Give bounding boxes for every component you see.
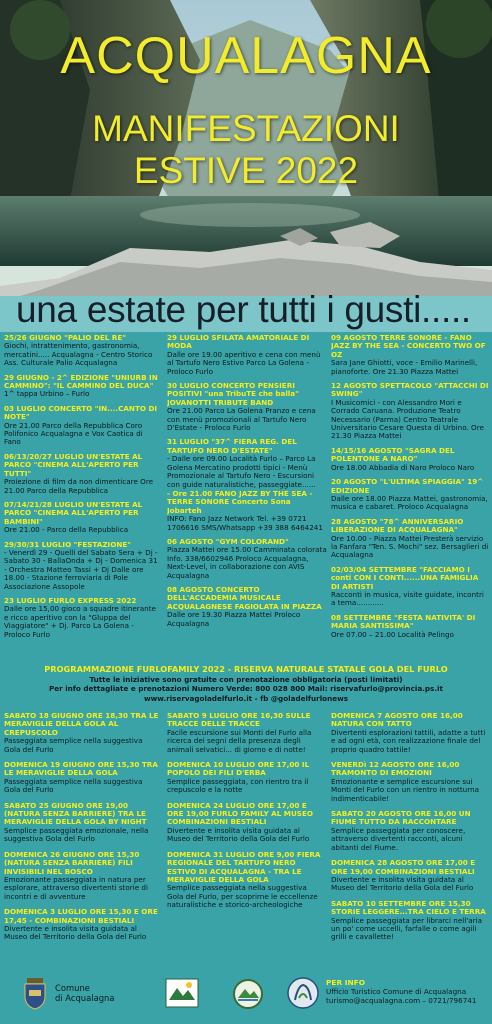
event-item	[331, 447, 489, 472]
event-title: 07/14/21/28 LUGLIO UN'ESTATE AL PARCO "CINEMA ALL'APERTO PER BAMBINI"	[4, 499, 143, 526]
furlo-column-2	[167, 712, 325, 972]
event-title: DOMENICA 7 AGOSTO ORE 16,00 NATURA CON TATTO	[331, 712, 463, 729]
event-text: Ore 10.00 - Piazza Mattei Presterà servizio la Fanfara "Ten. S. Mochi" sez. Bersaglieri di Acqualagna	[331, 533, 489, 560]
event-title: 06 AGOSTO "GYM COLORAND"	[167, 536, 289, 546]
events-section	[0, 334, 492, 656]
event-text: - Dalle ore 09.00 Località Furlo – Parco La Golena Mercatino prodotti tipici - Menù Promozionale al Tartufo Nero - Escursioni con guide naturalistiche, passeggiate......	[167, 454, 316, 489]
event-text: Dalle ore 19.30 Piazza Mattei Proloco Acqualagna	[167, 610, 301, 628]
event-text: Giochi, intrattenimento, gastronomia, mercatini..... Acqualagna - Centro Storico Ass. Culturale Palio Acqualagna	[4, 341, 153, 368]
event-text: Proiezione di film da non dimenticare Ore 21.00 Parco della Repubblica	[4, 477, 154, 495]
event-title: 08 SETTEMBRE "FESTA NATIVITA' DI MARIA SANTISSIMA"	[331, 612, 476, 631]
event-text: Dalle ore 15,00 gioco a squadre itinerante e ricco aperitivo con la "Gluppa del Viaggiatore" + Dj. Parco La Golena - Proloco Furlo	[4, 604, 156, 639]
riserva-furlo-logo-icon	[165, 978, 199, 1012]
event-item	[167, 802, 325, 844]
event-item	[331, 334, 489, 376]
event-title: 31 LUGLIO "37^ FIERA REG. DEL TARTUFO NERO D'ESTATE"	[167, 437, 297, 455]
event-item	[167, 851, 325, 910]
event-title: VENERDì 12 AGOSTO ORE 16,00 TRAMONTO DI EMOZIONI	[331, 760, 460, 778]
event-title: 23 LUGLIO FURLO EXPRESS 2022	[4, 595, 137, 605]
event-title: 30 LUGLIO CONCERTO PENSIERI POSITIVI "una TribuTE che balla" JOVANOTTI TRIBUTE BAND	[167, 381, 299, 407]
event-title: 08 AGOSTO CONCERTO DELL'ACCADEMIA MUSICALE ACQUALAGNESE FAGIOLATA IN PIAZZA	[167, 584, 322, 611]
event-text: Semplice passeggiata nella suggestiva Gola del Furlo, per scoprirne le eccellenze naturalistiche e storico-archeologiche	[167, 883, 318, 910]
event-title: 25/26 GIUGNO "PALIO DEL RE"	[4, 334, 126, 342]
furlo-line-2: Per info dettagliate e prenotazioni Numero Verde: 800 028 800 Mail: riservafurlo@provincia.ps.it	[49, 684, 443, 694]
event-title: SABATO 18 GIUGNO ORE 18,30 TRA LE MERAVIGLIE DELLA GOLA AL CREPUSCOLO	[4, 712, 159, 737]
furlo-column-1	[4, 712, 160, 972]
event-item	[167, 334, 327, 376]
event-item	[4, 405, 158, 447]
event-item	[331, 810, 489, 852]
event-text: Ore 21.00 Parco La Golena Pranzo e cena con menù promozionali al Tartufo Nero D'Estate - Proloco Furlo	[167, 406, 316, 433]
event-item	[167, 382, 327, 432]
park-logo-icon	[232, 978, 264, 1014]
furlo-column-3	[331, 712, 489, 972]
furlo-title: PROGRAMMAZIONE FURLOFAMILY 2022 - RISERVA NATURALE STATALE GOLA DEL FURLO	[44, 664, 448, 674]
event-item	[167, 538, 327, 580]
event-text: Racconti in musica, visite guidate, incontri a tema............	[331, 589, 484, 608]
event-text: Semplice passeggiata per conoscere, attraverso divertenti racconti, alcuni abitanti del Fiume.	[331, 825, 466, 852]
event-text: Divertente e insolita visita guidata al Museo del Territorio della Gola del Furlo	[4, 923, 147, 942]
event-text: Passeggiata semplice nella suggestiva Gola del Furlo	[4, 736, 143, 754]
event-text: INFO: Fano Jazz Network Tel. +39 0721 1706616 SMS/Whatsapp +39 388 6464241	[167, 514, 323, 532]
info-contact: turismo@acqualagna.com – 0721/796741	[326, 996, 477, 1005]
comune-label	[55, 983, 114, 1003]
event-title: - Ore 21.00 FANO JAZZ BY THE SEA - TERRE SONORE Concerto Sona Jobarteh	[167, 488, 313, 515]
event-text: Divertente e insolita visita guidata al Museo del Territorio della Gola del Furlo	[167, 825, 310, 844]
event-item	[167, 438, 327, 488]
event-title: DOMENICA 19 GIUGNO ORE 15,30 TRA LE MERAVIGLIE DELLA GOLA	[4, 760, 158, 778]
event-text: Piazza Mattei ore 15.00 Camminata colorata Info. 338/6602946 Proloco Acqualagna, Next-Level, in collaborazione con AVIS Acqualagna	[167, 545, 327, 580]
event-item	[331, 761, 489, 803]
event-title: 02/03/04 SETTEMBRE "FACCIAMO I conti CON I CONTI......UNA FAMIGLIA DI ARTISTI	[331, 564, 479, 591]
info-office: Ufficio Turistico Comune di Acqualagna	[326, 987, 467, 996]
event-item	[167, 586, 327, 628]
events-column-1	[4, 334, 158, 656]
event-text: Ore 07.00 – 21.00 Località Pelingo	[331, 629, 454, 639]
event-item	[4, 541, 158, 591]
event-text: Ore 21.00 - Parco della Repubblica	[4, 525, 129, 535]
info-block	[326, 978, 492, 1005]
event-title: SABATO 10 SETTEMBRE ORE 15,30 STORIE LEGGERE...TRA CIELO E TERRA	[331, 898, 486, 917]
event-title: 12 AGOSTO SPETTACOLO "ATTACCHI DI SWING"	[331, 381, 489, 399]
event-item	[331, 712, 489, 754]
event-title: 29/30/31 LUGLIO "FESTAZIONE"	[4, 539, 131, 549]
event-title: 14/15/16 AGOSTO "SAGRA DEL POLENTONE A NARO"	[331, 445, 455, 464]
event-item	[167, 712, 325, 754]
page-title: ACQUALAGNA	[60, 27, 432, 85]
event-item	[331, 566, 489, 608]
event-item	[4, 374, 158, 399]
events-column-2	[167, 334, 327, 656]
furlo-header	[0, 664, 492, 703]
event-title: DOMENICA 3 LUGLIO ORE 15,30 E ORE 17,45 - COMBINAZIONI BESTIALI	[4, 907, 158, 925]
event-item	[331, 614, 489, 639]
event-item	[331, 518, 489, 560]
events-column-3	[331, 334, 489, 656]
event-text: I Musicomici - con Alessandro Mori e Corrado Caruana. Produzione Teatro Necessario (Parma) Centro Teatrale Universitario Cesare Questa di Urbino. Ore 21.30 Piazza Mattei	[331, 397, 484, 441]
event-title: 29 LUGLIO SFILATA AMATORIALE DI MODA	[167, 334, 310, 351]
event-text: Semplice passeggiata, con rientro tra il crepuscolo e la notte	[167, 776, 309, 795]
event-title: 03 LUGLIO CONCERTO "IN....CANTO DI NOTE"	[4, 403, 158, 422]
event-text: Emozionante passeggiata in natura per esplorare, attraverso divertenti storie di incontri e di avventure	[4, 874, 148, 901]
event-text: Dalle ore 19.00 aperitivo e cena con menù al Tartufo Nero Estivo Parco La Golena - Proloco Furlo	[167, 349, 321, 376]
event-item	[4, 334, 158, 368]
page-subtitle-1: MANIFESTAZIONI	[92, 108, 400, 149]
comune-name: Comune di Acqualagna	[55, 983, 115, 1003]
event-text: Passeggiata semplice nella suggestiva Gola del Furlo	[4, 776, 143, 795]
event-title: SABATO 25 GIUGNO ORE 19,00 (NATURA SENZA BARRIERE) TRA LE MERAVIGLIE DELLA GOLA BY NIGHT	[4, 800, 147, 827]
event-text: Dalle ore 18.00 Piazza Mattei, gastronomia, musica e cabaret. Proloco Acqualagna	[331, 493, 488, 512]
event-item	[331, 382, 489, 441]
event-item	[4, 761, 160, 795]
event-text: Semplice passeggiata per librarci nell'aria un po' come uccelli, farfalle o come agili grilli e cavallette!	[331, 915, 482, 942]
event-title: 09 AGOSTO TERRE SONORE - FANO JAZZ BY THE SEA - CONCERTO TWO OF OZ	[331, 334, 486, 359]
event-text: Ore 21.00 Parco della Repubblica Coro Polifonico Acqualagna e Vox Caotica di Fano	[4, 420, 143, 447]
event-item	[331, 859, 489, 893]
event-text: Ore 18.00 Abbadia di Naro Proloco Naro	[331, 462, 475, 472]
event-text: Emozionante e semplice escursione sui Monti del Furlo con un rientro in notturna indimenticabile!	[331, 776, 480, 803]
event-title: 20 AGOSTO "L'ULTIMA SPIAGGIA" 19^ EDIZIONE	[331, 477, 484, 495]
event-text: Sara Jane Ghiotti, voce - Emilio Marinelli, pianoforte. Ore 21.30 Piazza Mattei	[331, 358, 478, 376]
event-text: Divertenti esplorazioni tattili, adatte a tutti e ad ogni età, con realizzazione finale del proprio quadro tattile!	[331, 727, 486, 754]
event-text: Divertente e insolita visita guidata al Museo del Territorio della Gola del Furlo	[331, 874, 474, 893]
event-item	[331, 478, 489, 512]
event-item	[4, 453, 158, 495]
event-text: Facile escursione sui Monti del Furlo alla ricerca dei segni della presenza degli animali selvatici... di giorno e di notte!	[167, 727, 312, 754]
furlo-line-1: Tutte le iniziative sono gratuite con prenotazione obbligatoria (posti limitati)	[89, 675, 403, 684]
furlo-line-3: www.riservagoladelfurlo.it - fb @goladelfurlonews	[143, 693, 349, 703]
event-item	[4, 851, 160, 901]
comune-coat-of-arms-icon	[22, 976, 48, 1014]
event-item	[4, 712, 160, 754]
event-title: DOMENICA 24 LUGLIO ORE 17,00 E ORE 19,00 FURLO FAMILY AL MUSEO COMBINAZIONI BESTIALI	[167, 800, 313, 827]
event-item	[4, 597, 158, 639]
event-text: 1^ tappa Urbino – Furlo	[4, 389, 90, 399]
event-item	[331, 900, 489, 942]
page-subtitle-2: ESTIVE 2022	[133, 150, 359, 191]
info-title: PER INFO	[326, 978, 365, 987]
event-text: - Venerdì 29 - Quelli del Sabato Sera + Dj - Sabato 30 - BallaOnda + Dj - Domenica 31 - Orchestra Matteo Tassi + Dj Dalle ore 18.00 - Stazione ferroviaria di Pole Associazione Assopole	[4, 547, 158, 591]
event-title: SABATO 9 LUGLIO ORE 16,30 SULLE TRACCE DELLE TRACCE	[167, 712, 311, 729]
event-title: SABATO 20 AGOSTO ORE 16,00 UN FIUME TUTTO DA RACCONTARE	[331, 809, 471, 827]
event-title: DOMENICA 10 LUGLIO ORE 17,00 IL POPOLO DEI FILI D'ERBA	[167, 760, 310, 778]
event-item	[4, 802, 160, 844]
event-title: DOMENICA 31 LUGLIO ORE 9,00 FIERA REGIONALE DEL TARTUFO NERO ESTIVO DI ACQUALAGNA - TRA LE MERAVIGLIE DELLA GOLA	[167, 849, 321, 884]
tagline: una estate per tutti i gusti.....	[16, 289, 471, 330]
event-item	[167, 761, 325, 795]
event-item	[4, 501, 158, 535]
event-title: 28 AGOSTO "78^ ANNIVERSARIO LIBERAZIONE DI ACQUALAGNA"	[331, 516, 464, 535]
ministry-logo-icon	[286, 976, 320, 1014]
event-title: 29 GIUGNO - 2^ EDIZIONE "UNIURB IN CAMMINO": "IL CAMMINO DEL DUCA"	[4, 372, 158, 391]
event-item	[167, 490, 327, 532]
event-title: 06/13/20/27 LUGLIO UN'ESTATE AL PARCO "CINEMA ALL'APERTO PER TUTTI"	[4, 451, 143, 478]
event-title: DOMENICA 26 GIUGNO ORE 15,30 (NATURA SENZA BARRIERE) FILI INVISIBILI NEL BOSCO	[4, 849, 140, 876]
event-text: Semplice passeggiata emozionale, nella suggestiva Gola del Furlo	[4, 825, 149, 844]
event-title: DOMENICA 28 AGOSTO ORE 17,00 E ORE 19,00 COMBINAZIONI BESTIALI	[331, 858, 476, 876]
event-item	[4, 908, 160, 942]
furlo-events-section	[0, 712, 492, 972]
